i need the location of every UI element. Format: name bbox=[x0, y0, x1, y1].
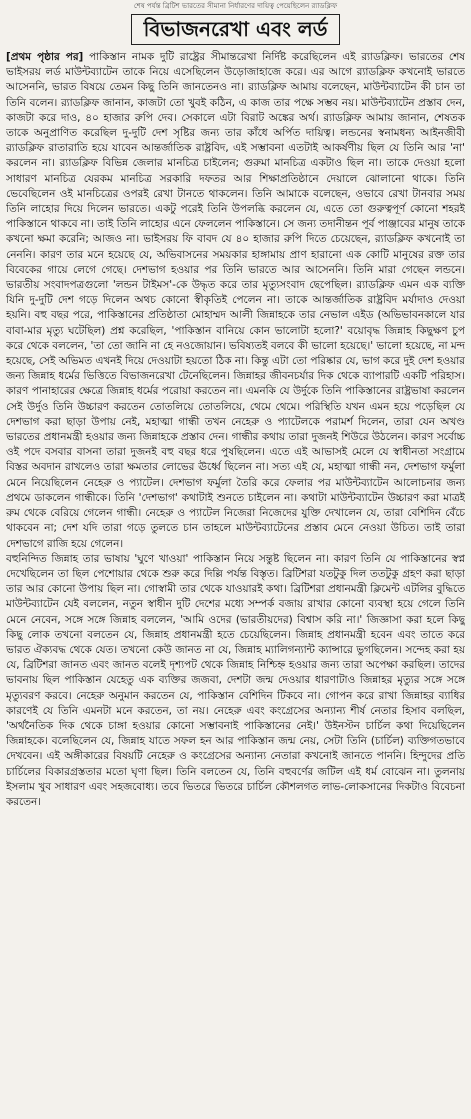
paragraph-2-text: বহুনিন্দিত জিন্নাহ তার ভাষায় 'ঘুণে খাওয়া' পাকিস্তান নিয়ে সন্তুষ্ট ছিলেন না। কারণ তিনি যে পাকিস্তানের স্বপ্ন দেখেছিলেন তা ছিল পেশোয়ার থেকে শুরু করে দিল্লি পর্যন্ত বিস্তৃত। ব্রিটিশরা যতটুকু দিল ততটুকু গ্রহণ করা ছাড়া তার আর কোনো উপায় ছিল না। গোস্বামী তার থেকে যাওয়ারই কথা। ব্রিটিশরা প্রধানমন্ত্রী ক্লিমেন্ট এটলির বুদ্ধিতে মাউন্টব্যাটেন যেই বললেন, নতুন স্বাধীন দুটি দেশের মধ্যে সম্পর্ক বজায় রাখার কোনো ব্যবস্থা হয়ে গেলে তিনি মেনে নেবেন, সঙ্গে সঙ্গে জিন্নাহ বললেন, 'আমি ওদের (ভারতীয়দের) বিশ্বাস করি না।' জিজ্ঞাসা করা হলে কিছু কিছু লোক তখনো বলতেন যে, জিন্নাহ প্রধানমন্ত্রী হতে চেয়েছিলেন। জিন্নাহ প্রধানমন্ত্রী হবেন এবং তাতে করে ভারত ঐক্যবদ্ধ থেকে যেত। তখনো কেউ জানত না যে, জিন্নাহ ম্যালিগন্যান্ট ক্যান্সারে ভুগছিলেন। সন্দেহ করা হয় যে, ব্রিটিশরা জানত এবং জানত বলেই দৃশ্যপট থেকে জিন্নাহ নিশ্চিহ্ন হওয়ার জন্য তারা অপেক্ষা করছিল। তাদের ভাবনায় ছিল পাকিস্তান যেহেতু এক ব্যক্তির জজবা, দেশটা জন্ম দেওয়ার ধারণাটাও জিন্নাহর মৃত্যুর সঙ্গে সঙ্গে মৃত্যুবরণ করবে। নেহেরু অনুমান করতেন যে, পাকিস্তান বেশিদিন টিকবে না। গোপন করে রাখা জিন্নাহর ব্যাধির কারণেই যে তিনি এমনটা মনে করতেন, তা নয়। নেহেরু এবং কংগ্রেসের অন্যান্য শীর্ষ নেতার হিসাব বলছিল, 'অর্থনৈতিক দিক থেকে চাঙ্গা হওয়ার কোনো সম্ভাবনাই পাকিস্তানের নেই।' উইনস্টন চার্চিল কথা দিয়েছিলেন জিন্নাহকে। বলেছিলেন যে, জিন্নাহ যাতে সফল হন আর পাকিস্তান জন্ম নেয়, সেটা তিনি (চার্চিল) ব্যক্তিগতভাবে দেখবেন। এই অঙ্গীকারের বিষয়টি নেহেরু ও কংগ্রেসের অন্যান্য নেতারা কখনোই জানতে পাননি। হিন্দুদের প্রতি চার্চিলের বিকারগ্রস্ততার মতো ঘৃণা ছিল। তিনি বলতেন যে, তিনি বহুবর্ণের জটিল এই ধর্ম বোঝেন না। তুলনায় ইসলাম খুব সাধারণ এবং সহজবোধ্য। তবে ভিতরে ভিতরে চার্চিল কৌশলগত লাভ-লোকসানের দিকটাও বিবেচনা করতেন। bbox=[6, 552, 465, 808]
continued-from-label: [প্রথম পৃষ্ঠার পর] bbox=[6, 51, 84, 63]
paragraph-1 bbox=[6, 50, 465, 552]
top-strip-text: শেষ পর্যন্ত ব্রিটিশ ভারতের সীমানা নির্ধারণের দায়িত্ব পেয়েছিলেন র‍্যাডক্লিফ bbox=[133, 2, 338, 10]
headline-container bbox=[6, 14, 465, 45]
paragraph-1-text: পাকিস্তান নামক দুটি রাষ্ট্রের সীমান্তরেখা নির্দিষ্ট করেছিলেন এই র‍্যাডক্লিফ। ভারতের শেষ ভাইসরয় লর্ড মাউন্টব্যাটেন তাকে নিয়ে এসেছিলেন উড়োজাহাজে করে। এর আগে র‍্যাডক্লিফ কখনোই ভারতে আসেননি, ভারত বিষয়ে তেমন কিছু তিনি জানতেনও না। র‍্যাডক্লিফ আমায় বলেছেন, মাউন্টব্যাটেন কী চান তা তিনি বলেন। র‍্যাডক্লিফ জানান, কাজটা তো খুবই কঠিন, এ কাজ তার পক্ষে সম্ভব নয়। মাউন্টব্যাটেন প্রস্তাব দেন, কাজটা করে দাও, ৪০ হাজার রুপি দেব। সেকালে এটা বিরাট অঙ্কের অর্থ। র‍্যাডক্লিফ আমায় জানান, শেষতক তাকে অনুপ্রাণিত করেছিল দু-দুটি দেশ সৃষ্টির জন্য তার কাঁধে অর্পিত দায়িত্ব। লন্ডনের স্বনামধন্য আইনজীবী র‍্যাডক্লিফ রাতারাতি হয়ে যাবেন আন্তর্জাতিক রাষ্ট্রবিদ, এই সম্ভাবনা এতটাই আকর্ষণীয় ছিল যে তিনি আর 'না' করলেন না। র‍্যাডক্লিফ বিভিন্ন জেলার মানচিত্র চাইলেন; গুরুমা মানচিত্র একটাও ছিল না। তাকে দেওয়া হলো সাধারণ মানচিত্র যেরকম মানচিত্র সরকারি দফতর আর শিক্ষাপ্রতিষ্ঠানে দেয়ালে ঝোলানো থাকে। তিনি ভেবেছিলেন ওই মানচিত্রের ওপরই রেখা টানতে থাকলেন। তিনি আমাকে বলেছেন, ওভাবে রেখা টানবার সময় তিনি লাহোর দিয়ে দিলেন ভারতে। একটু পরেই তিনি উপলব্ধি করলেন যে, এতে তো গুরুত্বপূর্ণ কোনো শহরই পাকিস্তানে থাকবে না। তাই তিনি লাহোর এনে ফেললেন পাকিস্তানে। সে জন্য তদানীন্তন পূর্ব পাঞ্জাবের মানুষ তাকে কখনো ক্ষমা করেনি; আজও না। ভাইসরয় ফি বাবদ যে ৪০ হাজার রুপি দিতে চেয়েছেন, র‍্যাডক্লিফ কখনোই তা নেননি। কারণ তার মনে হয়েছে যে, অভিবাসনের সময়কার হাঙ্গামায় প্রাণ হারানো এক কোটি মানুষের রক্ত তার বিবেকের গায়ে লেগে গেছে। দেশভাগ হওয়ার পর তিনি ভারতে আর আসেননি। তিনি মারা গেছেন লন্ডনে। ভারতীয় সংবাদপত্রগুলো 'লন্ডন টাইমস'-কে উদ্ধৃত করে তার মৃত্যুসংবাদ ছেপেছিল। র‍্যাডক্লিফ এমন এক ব্যক্তি যিনি দু-দুটি দেশ গড়ে দিলেন অথচ কোনো স্বীকৃতিই পেলেন না। তাকে আন্তর্জাতিক রাষ্ট্রবিদ মর্যাদাও দেওয়া হয়নি। বহু বছর পরে, পাকিস্তানের প্রতিষ্ঠাতা মোহাম্মদ আলী জিন্নাহকে তার নেভাল এইড (অভিভাবনকালে যার বাবা-মার মৃত্যু ঘটেছিল) প্রশ্ন করেছিল, 'পাকিস্তান বানিয়ে কোন ভালোটা হলো?' বয়োবৃদ্ধ জিন্নাহ কিছুক্ষণ চুপ করে থেকে বললেন, 'তা তো জানি না হে নওজোয়ান। ভবিষ্যতই বলবে কী ভালো হয়েছে।' ভালো হয়েছে, না মন্দ হয়েছে, সেই অভিমত এখনই দিয়ে দেওয়াটা হয়তো ঠিক না। কিন্তু এটা তো পরিষ্কার যে, ভাগ করে দুই দেশ হওয়ার জন্য জিন্নাহ ধর্মের ভিত্তিতে বিভাজনরেখা টেনেছিলেন। জিন্নাহর জীবনচর্যার দিক থেকে ব্যাপারটি একটি পরিহাস। কারণ পানাহারের ক্ষেত্রে জিন্নাহ ধর্মের পরোয়া করতেন না। এমনকি যে উর্দুকে তিনি পাকিস্তানের রাষ্ট্রভাষা করলেন সেই উর্দুও তিনি উচ্চারণ করতেন তোতলিয়ে তোতলিয়ে, থেমে থেমে। পরিস্থিতি যখন এমন হয়ে পড়েছিল যে দেশভাগ করা ছাড়া উপায় নেই, মহাত্মা গান্ধী তখন নেহেরু ও প্যাটেলকে পরামর্শ দিলেন, তারা যেন অখণ্ড ভারতের প্রধানমন্ত্রী হওয়ার জন্য জিন্নাহকে প্রস্তাব দেন। গান্ধীর কথায় তারা দুজনই শিউরে উঠলেন। কারণ সর্বোচ্চ ওই পদে বসবার বাসনা তারা দুজনই বহু বছর ধরে পুষছিলেন। এতে এই আভাসই মেলে যে স্বাধীনতা সংগ্রামে বিস্তর অবদান রাখলেও তারা ক্ষমতার লোভের ঊর্ধ্বে ছিলেন না। সত্য এই যে, মহাত্মা গান্ধী নন, দেশভাগ ফর্মুলা মেনে নিয়েছিলেন নেহেরু ও প্যাটেল। দেশভাগ ফর্মুলা তৈরি করে ফেলার পর মাউন্টব্যাটেন আলোচনার জন্য প্রথমে ডাকলেন গান্ধীকে। তিনি 'দেশভাগ' কথাটাই শুনতে চাইলেন না। কথাটা মাউন্টব্যাটেন উচ্চারণ করা মাত্রই রুম থেকে বেরিয়ে গেলেন গান্ধী। নেহেরু ও প্যাটেল নিজেরা নিজেদের যুক্তি দেখালেন যে, তারা বেশিদিন বেঁচে থাকবেন না; দেশ যদি তারা গড়ে তুলতে চান তাহলে মাউন্টব্যাটেনের প্রস্তাব মেনে নেওয়া উচিত। তাই তারা দেশভাগে রাজি হয়ে গেলেন। bbox=[6, 51, 465, 550]
paragraph-2 bbox=[6, 552, 465, 810]
article-headline: বিভাজনরেখা এবং লর্ড bbox=[131, 14, 341, 45]
article-body bbox=[6, 50, 465, 810]
